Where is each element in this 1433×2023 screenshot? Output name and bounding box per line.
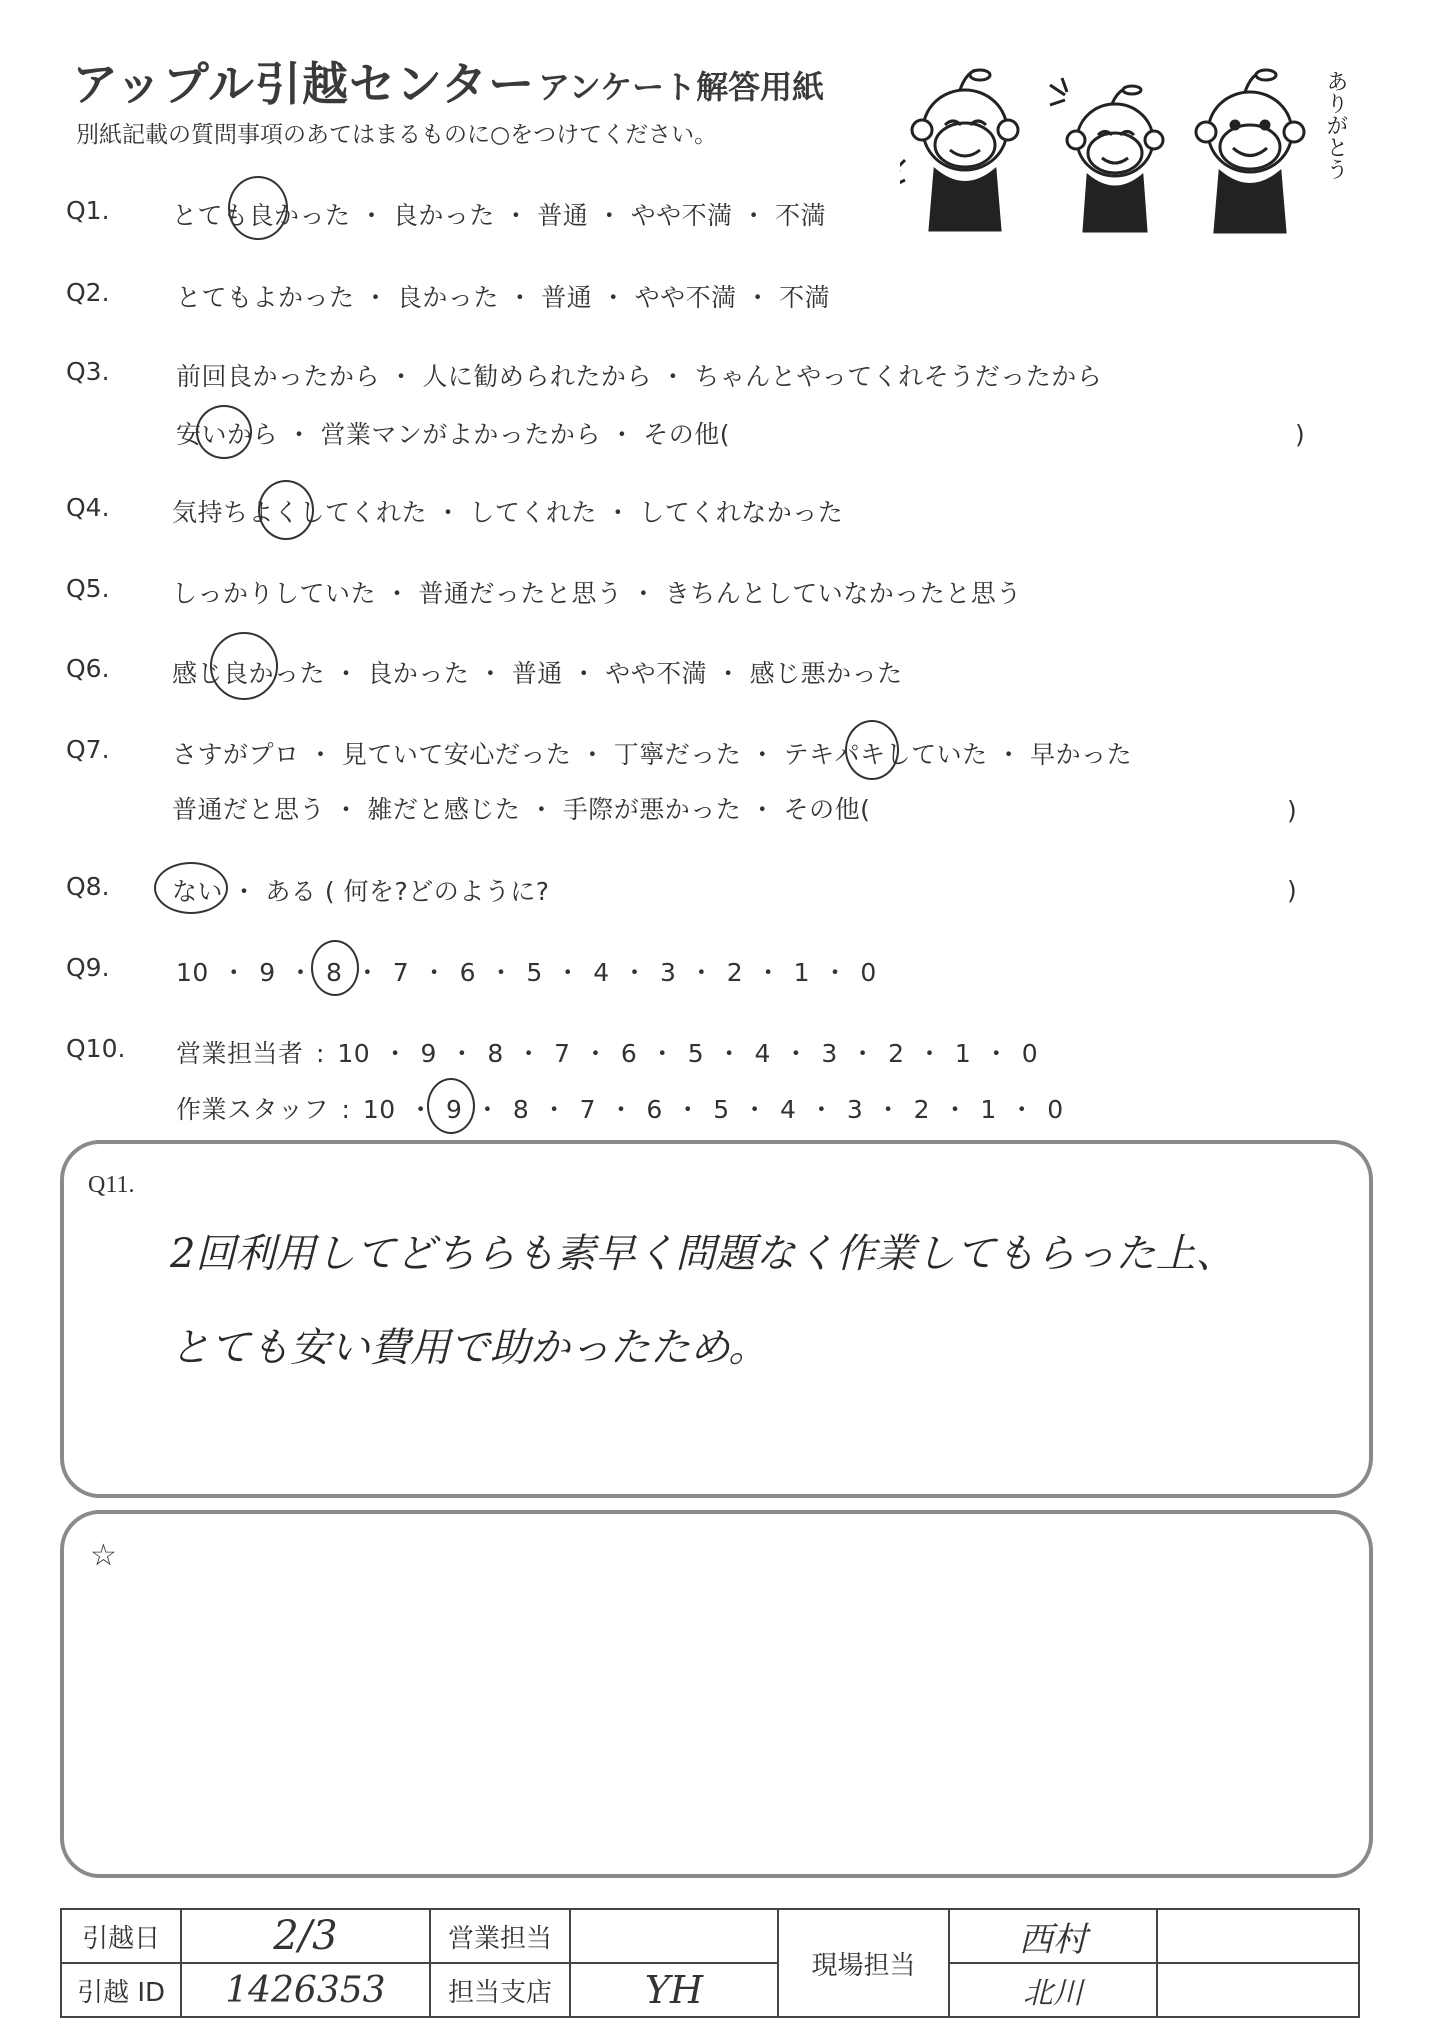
move-date-value-text: 2/3	[273, 1913, 338, 1959]
comment-box	[60, 1510, 1373, 1878]
q7-close-paren: )	[1287, 796, 1297, 825]
q2-options: とてもよかった ・ 良かった ・ 普通 ・ やや不満 ・ 不満	[176, 283, 831, 312]
q3-options-line2: 安いから ・ 営業マンがよかったから ・ その他(	[176, 420, 731, 449]
q7-number: Q7.	[66, 735, 110, 764]
q8-number: Q8.	[66, 872, 110, 901]
form-title: アンケート解答用紙	[538, 68, 825, 106]
answer-circle-q3	[196, 405, 252, 459]
branch-label: 担当支店	[430, 1963, 571, 2017]
answer-circle-q1	[228, 176, 288, 240]
q5-options: しっかりしていた ・ 普通だったと思う ・ きちんとしていなかったと思う	[172, 579, 1022, 608]
footer-table	[60, 1908, 1360, 2018]
q1-number: Q1.	[66, 196, 110, 225]
site-staff-extra-1	[1157, 1909, 1359, 1963]
q11-label: Q11.	[88, 1172, 135, 1198]
q7-options-line1: さすがプロ ・ 見ていて安心だった ・ 丁寧だった ・ テキパキしていた ・ 早かった	[172, 740, 1133, 769]
move-date-value	[181, 1909, 430, 1963]
site-label: 現場担当	[778, 1909, 949, 2017]
site-staff-1	[949, 1909, 1156, 1963]
q10-number: Q10.	[66, 1034, 126, 1063]
q3-close-paren: )	[1295, 420, 1305, 449]
answer-circle-q7	[845, 720, 899, 780]
company-name: アップル引越センター	[72, 57, 536, 111]
mascot-illustration	[900, 50, 1360, 245]
q6-number: Q6.	[66, 654, 110, 683]
q7-options-line2: 普通だと思う ・ 雑だと感じた ・ 手際が悪かった ・ その他(	[172, 795, 871, 824]
site-staff-extra-2	[1157, 1963, 1359, 2017]
q11-answer-line1: 2回利用してどちらも素早く問題なく作業してもらった上、	[170, 1231, 1236, 1277]
answer-circle-q9	[311, 940, 359, 996]
monkey-icon	[900, 70, 1018, 230]
q10-sales-scale: 営業担当者 : 10 ・ 9 ・ 8 ・ 7 ・ 6 ・ 5 ・ 4 ・ 3 ・ 2 ・ 1 ・ 0	[176, 1039, 1039, 1068]
answer-circle-q10-staff	[427, 1078, 475, 1134]
q3-options-line1: 前回良かったから ・ 人に勧められたから ・ ちゃんとやってくれそうだったから	[176, 362, 1103, 391]
site-staff-2-text: 北川	[1022, 1976, 1083, 2011]
answer-circle-q6	[210, 632, 278, 700]
q9-scale: 10 ・ 9 ・ 8 ・ 7 ・ 6 ・ 5 ・ 4 ・ 3 ・ 2 ・ 1 ・ 0	[176, 958, 877, 987]
instruction-text: 別紙記載の質問事項のあてはまるものに○をつけてください。	[76, 122, 718, 148]
q4-options: 気持ちよくしてくれた ・ してくれた ・ してくれなかった	[172, 498, 844, 527]
monkey-icon	[1050, 78, 1163, 231]
site-staff-1-text: 西村	[1018, 1919, 1087, 1960]
answer-circle-q8	[154, 862, 228, 914]
sales-value	[570, 1909, 777, 1963]
monkey-icon	[1196, 70, 1304, 232]
site-staff-2	[949, 1963, 1156, 2017]
sales-label: 営業担当	[430, 1909, 571, 1963]
q1-options: とても良かった ・ 良かった ・ 普通 ・ やや不満 ・ 不満	[172, 201, 827, 230]
q8-options: ない ・ ある ( 何を?どのように?	[172, 877, 550, 906]
move-id-value-text: 1426353	[225, 1969, 386, 2011]
move-id-value	[181, 1963, 430, 2017]
q10-staff-scale: 作業スタッフ : 10 ・ 9 ・ 8 ・ 7 ・ 6 ・ 5 ・ 4 ・ 3 ・ 2 ・ 1 ・ 0	[176, 1095, 1064, 1124]
q3-number: Q3.	[66, 357, 110, 386]
q9-number: Q9.	[66, 953, 110, 982]
answer-circle-q4	[258, 480, 314, 540]
q4-number: Q4.	[66, 493, 110, 522]
branch-value-text: YH	[644, 1968, 704, 2012]
q11-answer-line2: とても安い費用で助かったため。	[170, 1325, 769, 1371]
q6-options: 感じ良かった ・ 良かった ・ 普通 ・ やや不満 ・ 感じ悪かった	[172, 659, 903, 688]
q2-number: Q2.	[66, 278, 110, 307]
q5-number: Q5.	[66, 574, 110, 603]
star-icon: ☆	[90, 1538, 117, 1573]
q8-close-paren: )	[1287, 876, 1297, 905]
branch-value	[570, 1963, 777, 2017]
move-date-label: 引越日	[61, 1909, 181, 1963]
move-id-label: 引越 ID	[61, 1963, 181, 2017]
mascot-caption: ありがとう	[1323, 70, 1348, 180]
